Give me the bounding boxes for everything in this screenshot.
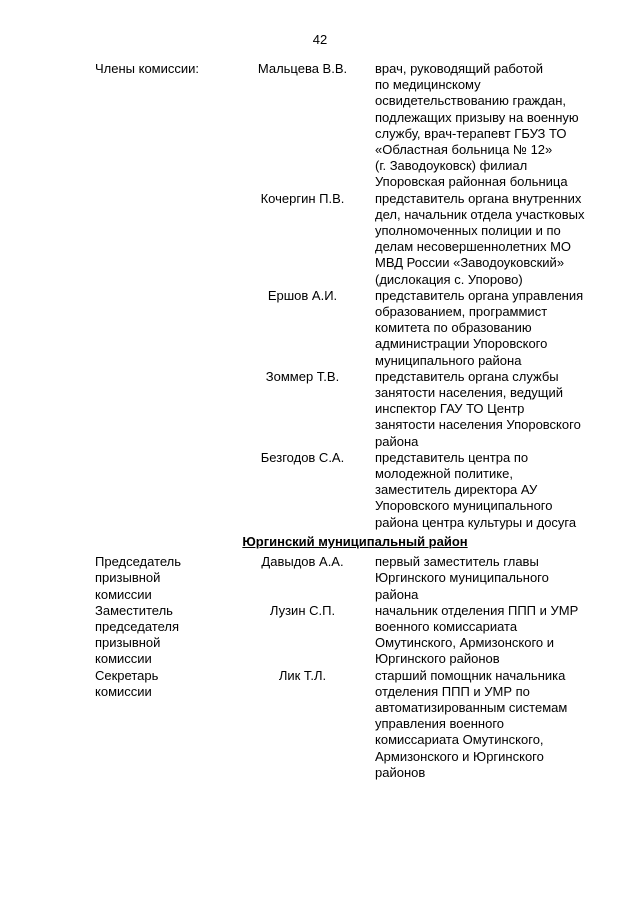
description-line: комитета по образованию: [375, 320, 532, 336]
role-line: призывной: [95, 635, 161, 651]
description-line: автоматизированным системам: [375, 699, 568, 715]
description-line: администрации Упоровского: [375, 336, 548, 352]
description-line: представитель органа службы: [375, 368, 559, 384]
member-name: Лик Т.Л.: [278, 667, 327, 683]
position-description: [375, 450, 615, 531]
description-line: МВД России «Заводоуковский»: [375, 255, 565, 271]
description-line: уполномоченных полиции и по: [375, 223, 561, 239]
commission-row: [95, 668, 615, 781]
description-line: представитель центра по: [375, 449, 529, 465]
role-cell: [95, 61, 230, 77]
description-line: Юргинского районов: [375, 651, 500, 667]
role-line: комиссии: [95, 683, 152, 699]
description-line: районов: [375, 764, 426, 780]
description-line: представитель органа внутренних: [375, 190, 582, 206]
description-line: делам несовершеннолетних МО: [375, 239, 572, 255]
description-line: подлежащих призыву на военную: [375, 109, 579, 125]
description-line: первый заместитель главы: [375, 554, 539, 570]
description-line: заместитель директора АУ: [375, 482, 538, 498]
document-body: [95, 61, 615, 781]
role-line: призывной: [95, 570, 161, 586]
member-name: Ершов А.И.: [267, 287, 338, 303]
commission-row: [95, 191, 615, 288]
description-line: врач, руководящий работой: [375, 61, 544, 76]
section-title: Юргинский муниципальный район: [242, 533, 468, 549]
description-line: комиссариата Омутинского,: [375, 732, 544, 748]
description-line: района центра культуры и досуга: [375, 514, 577, 530]
description-line: освидетельствованию граждан,: [375, 93, 566, 109]
position-description: [375, 61, 615, 191]
description-line: службу, врач-терапевт ГБУЗ ТО: [375, 125, 567, 141]
description-line: образованием, программист: [375, 304, 548, 320]
commission-table-yurginsky: [95, 554, 615, 781]
description-line: молодежной политике,: [375, 466, 513, 482]
role-line: Члены комиссии:: [95, 61, 200, 76]
description-line: Упоровская районная больница: [375, 174, 568, 190]
description-line: Омутинского, Армизонского и: [375, 635, 555, 651]
position-description: [375, 288, 615, 369]
description-line: отделения ППП и УМР по: [375, 683, 530, 699]
member-name: Мальцева В.В.: [257, 61, 348, 76]
commission-row: [95, 554, 615, 603]
description-line: Упоровского муниципального: [375, 498, 553, 514]
description-line: старший помощник начальника: [375, 667, 566, 683]
commission-row: [95, 369, 615, 450]
role-line: Секретарь: [95, 667, 159, 683]
description-line: военного комиссариата: [375, 618, 518, 634]
description-line: района: [375, 433, 419, 449]
description-line: района: [375, 586, 419, 602]
commission-row: [95, 288, 615, 369]
member-name: Безгодов С.А.: [260, 449, 345, 465]
member-name: Зоммер Т.В.: [265, 368, 340, 384]
description-line: (г. Заводоуковск) филиал: [375, 158, 528, 174]
role-line: Председатель: [95, 554, 182, 570]
role-line: Заместитель: [95, 602, 173, 618]
role-cell: [95, 603, 230, 668]
position-description: [375, 603, 615, 668]
commission-members-table: [95, 61, 615, 531]
member-name: Давыдов А.А.: [261, 554, 344, 570]
description-line: дел, начальник отдела участковых: [375, 206, 585, 222]
description-line: начальник отделения ППП и УМР: [375, 602, 579, 618]
role-cell: [95, 554, 230, 603]
position-description: [375, 554, 615, 603]
description-line: «Областная больница № 12»: [375, 142, 553, 158]
description-line: муниципального района: [375, 352, 522, 368]
role-line: комиссии: [95, 651, 152, 667]
position-description: [375, 369, 615, 450]
description-line: управления военного: [375, 716, 505, 732]
commission-row: [95, 61, 615, 191]
description-line: инспектор ГАУ ТО Центр: [375, 401, 525, 417]
position-description: [375, 191, 615, 288]
description-line: Юргинского муниципального: [375, 570, 549, 586]
description-line: занятости населения Упоровского: [375, 417, 581, 433]
member-name: Лузин С.П.: [269, 602, 336, 618]
description-line: занятости населения, ведущий: [375, 385, 564, 401]
description-line: по медицинскому: [375, 77, 481, 93]
description-line: (дислокация с. Упорово): [375, 271, 523, 287]
commission-row: [95, 450, 615, 531]
page-number: 42: [312, 32, 328, 47]
commission-row: [95, 603, 615, 668]
position-description: [375, 668, 615, 781]
member-name: Кочергин П.В.: [260, 190, 345, 206]
role-line: комиссии: [95, 586, 152, 602]
role-line: председателя: [95, 618, 180, 634]
role-cell: [95, 668, 230, 700]
description-line: Армизонского и Юргинского: [375, 748, 544, 764]
description-line: представитель органа управления: [375, 287, 584, 303]
